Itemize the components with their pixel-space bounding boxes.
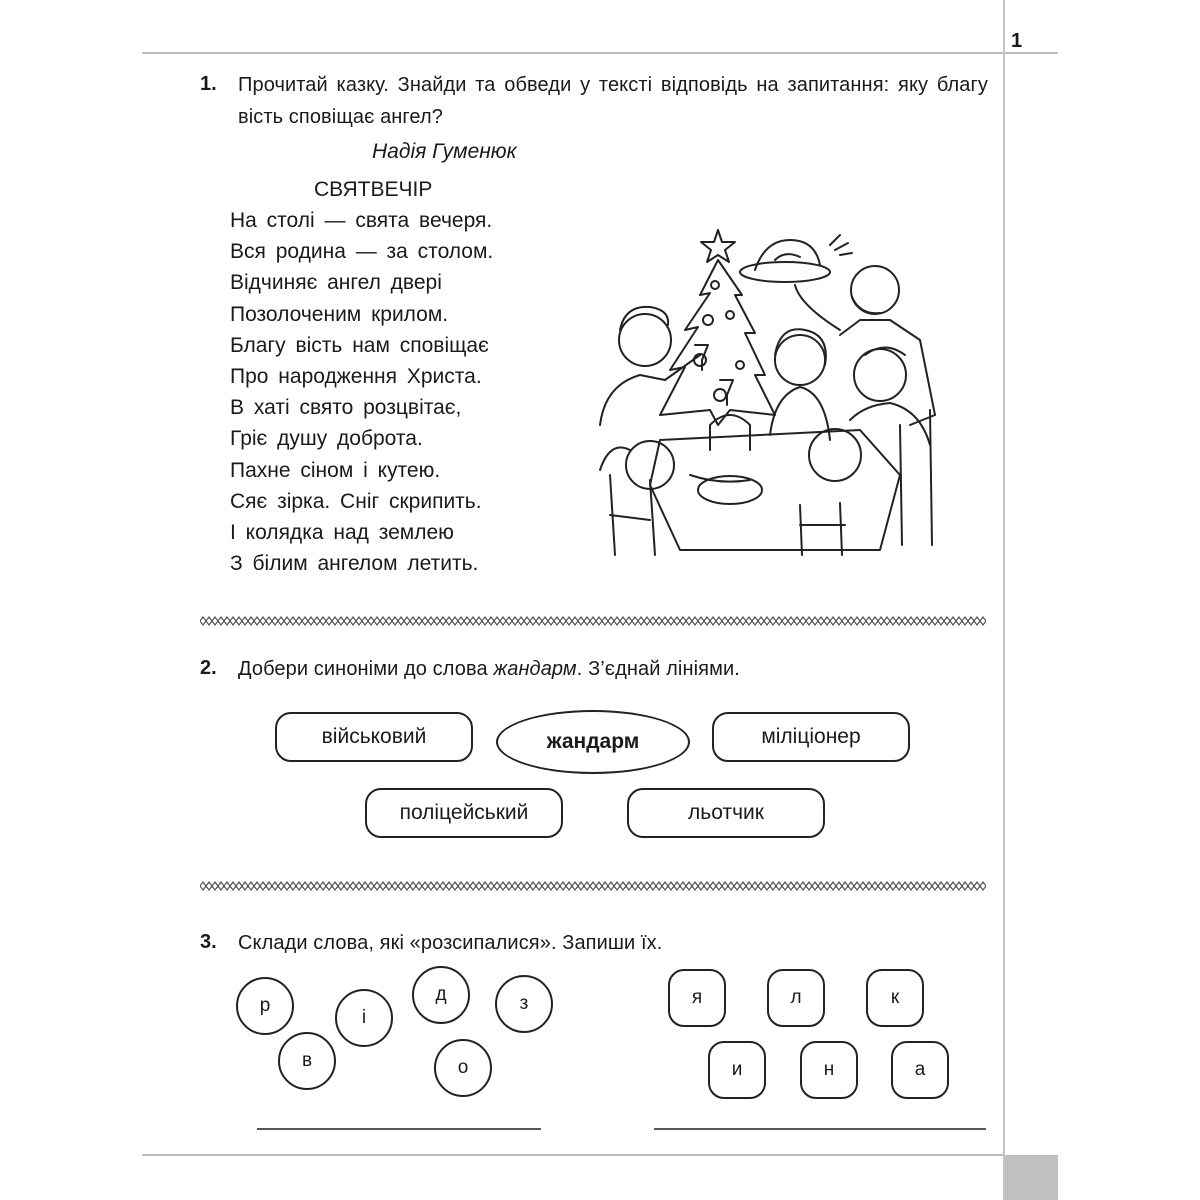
page-number: 1 [1011, 30, 1023, 52]
task-2-instruction [238, 653, 740, 685]
footer-rule [142, 1154, 1004, 1156]
poem-line[interactable]: Про народження Христа. [230, 365, 482, 389]
answer-line-2[interactable] [654, 1128, 986, 1130]
letter-tile[interactable]: л [767, 969, 825, 1027]
poem-line[interactable]: В хаті свято розцвітає, [230, 396, 462, 420]
task-2-number: 2. [200, 657, 217, 679]
letter-tile[interactable]: я [668, 969, 726, 1027]
poem-line[interactable]: Відчиняє ангел двері [230, 271, 442, 295]
christmas-dinner-illustration [590, 225, 950, 560]
letter-circle[interactable]: з [495, 975, 553, 1033]
poem-line[interactable]: Позолоченим крилом. [230, 302, 449, 326]
center-word-zhandarm[interactable]: жандарм [496, 710, 690, 774]
letter-tile[interactable]: и [708, 1041, 766, 1099]
poem-line[interactable]: На столі — свята вечеря. [230, 209, 493, 232]
task-3-instruction: Склади слова, які «розсипалися». Запиши їх. [238, 932, 663, 954]
task-1-instruction: Прочитай казку. Знайди та обведи у тексті відповідь на запитання: яку благу вість сповіщає ангел? [238, 74, 988, 128]
letter-circle[interactable]: в [278, 1032, 336, 1090]
synonym-option-politseiskyi[interactable]: поліцейський [365, 788, 563, 838]
letter-circle[interactable]: д [412, 966, 470, 1024]
poem-author: Надія Гуменюк [372, 140, 517, 163]
star-icon [701, 230, 735, 262]
poem-line[interactable]: Пахне сіном і кутею. [230, 458, 441, 482]
poem-line[interactable]: Благу вість нам сповіщає [230, 333, 489, 357]
letter-tile[interactable]: а [891, 1041, 949, 1099]
wavy-divider-1 [200, 616, 986, 626]
poem-title: СВЯТВЕЧІР [314, 178, 433, 201]
synonym-option-lotchyk[interactable]: льотчик [627, 788, 825, 838]
answer-line-1[interactable] [257, 1128, 541, 1130]
task-2-instruction-prefix: Добери синоніми до слова [238, 658, 494, 680]
task-1-number: 1. [200, 73, 217, 95]
task-2-instruction-suffix: . З’єднай лініями. [576, 658, 740, 680]
poem-line[interactable]: І колядка над землею [230, 521, 454, 545]
synonym-option-viyskovyi[interactable]: військовий [275, 712, 473, 762]
wavy-divider-2 [200, 881, 986, 891]
task-3-number: 3. [200, 931, 217, 953]
letter-circle[interactable]: о [434, 1039, 492, 1097]
page-corner-tab [1005, 1155, 1058, 1200]
poem-line[interactable]: Сяє зірка. Сніг скрипить. [230, 489, 482, 513]
page-margin-line [1003, 0, 1005, 1200]
letter-circle[interactable]: і [335, 989, 393, 1047]
header-rule [142, 52, 1058, 54]
poem-text [230, 205, 493, 579]
poem-line[interactable]: Вся родина — за столом. [230, 240, 494, 264]
letter-circle[interactable]: р [236, 977, 294, 1035]
letter-tile[interactable]: н [800, 1041, 858, 1099]
task-2-target-word: жандарм [493, 658, 577, 680]
synonym-option-militsioner[interactable]: міліціонер [712, 712, 910, 762]
poem-line[interactable]: З білим ангелом летить. [230, 552, 479, 576]
letter-tile[interactable]: к [866, 969, 924, 1027]
poem-line[interactable]: Гріє душу доброта. [230, 427, 423, 451]
